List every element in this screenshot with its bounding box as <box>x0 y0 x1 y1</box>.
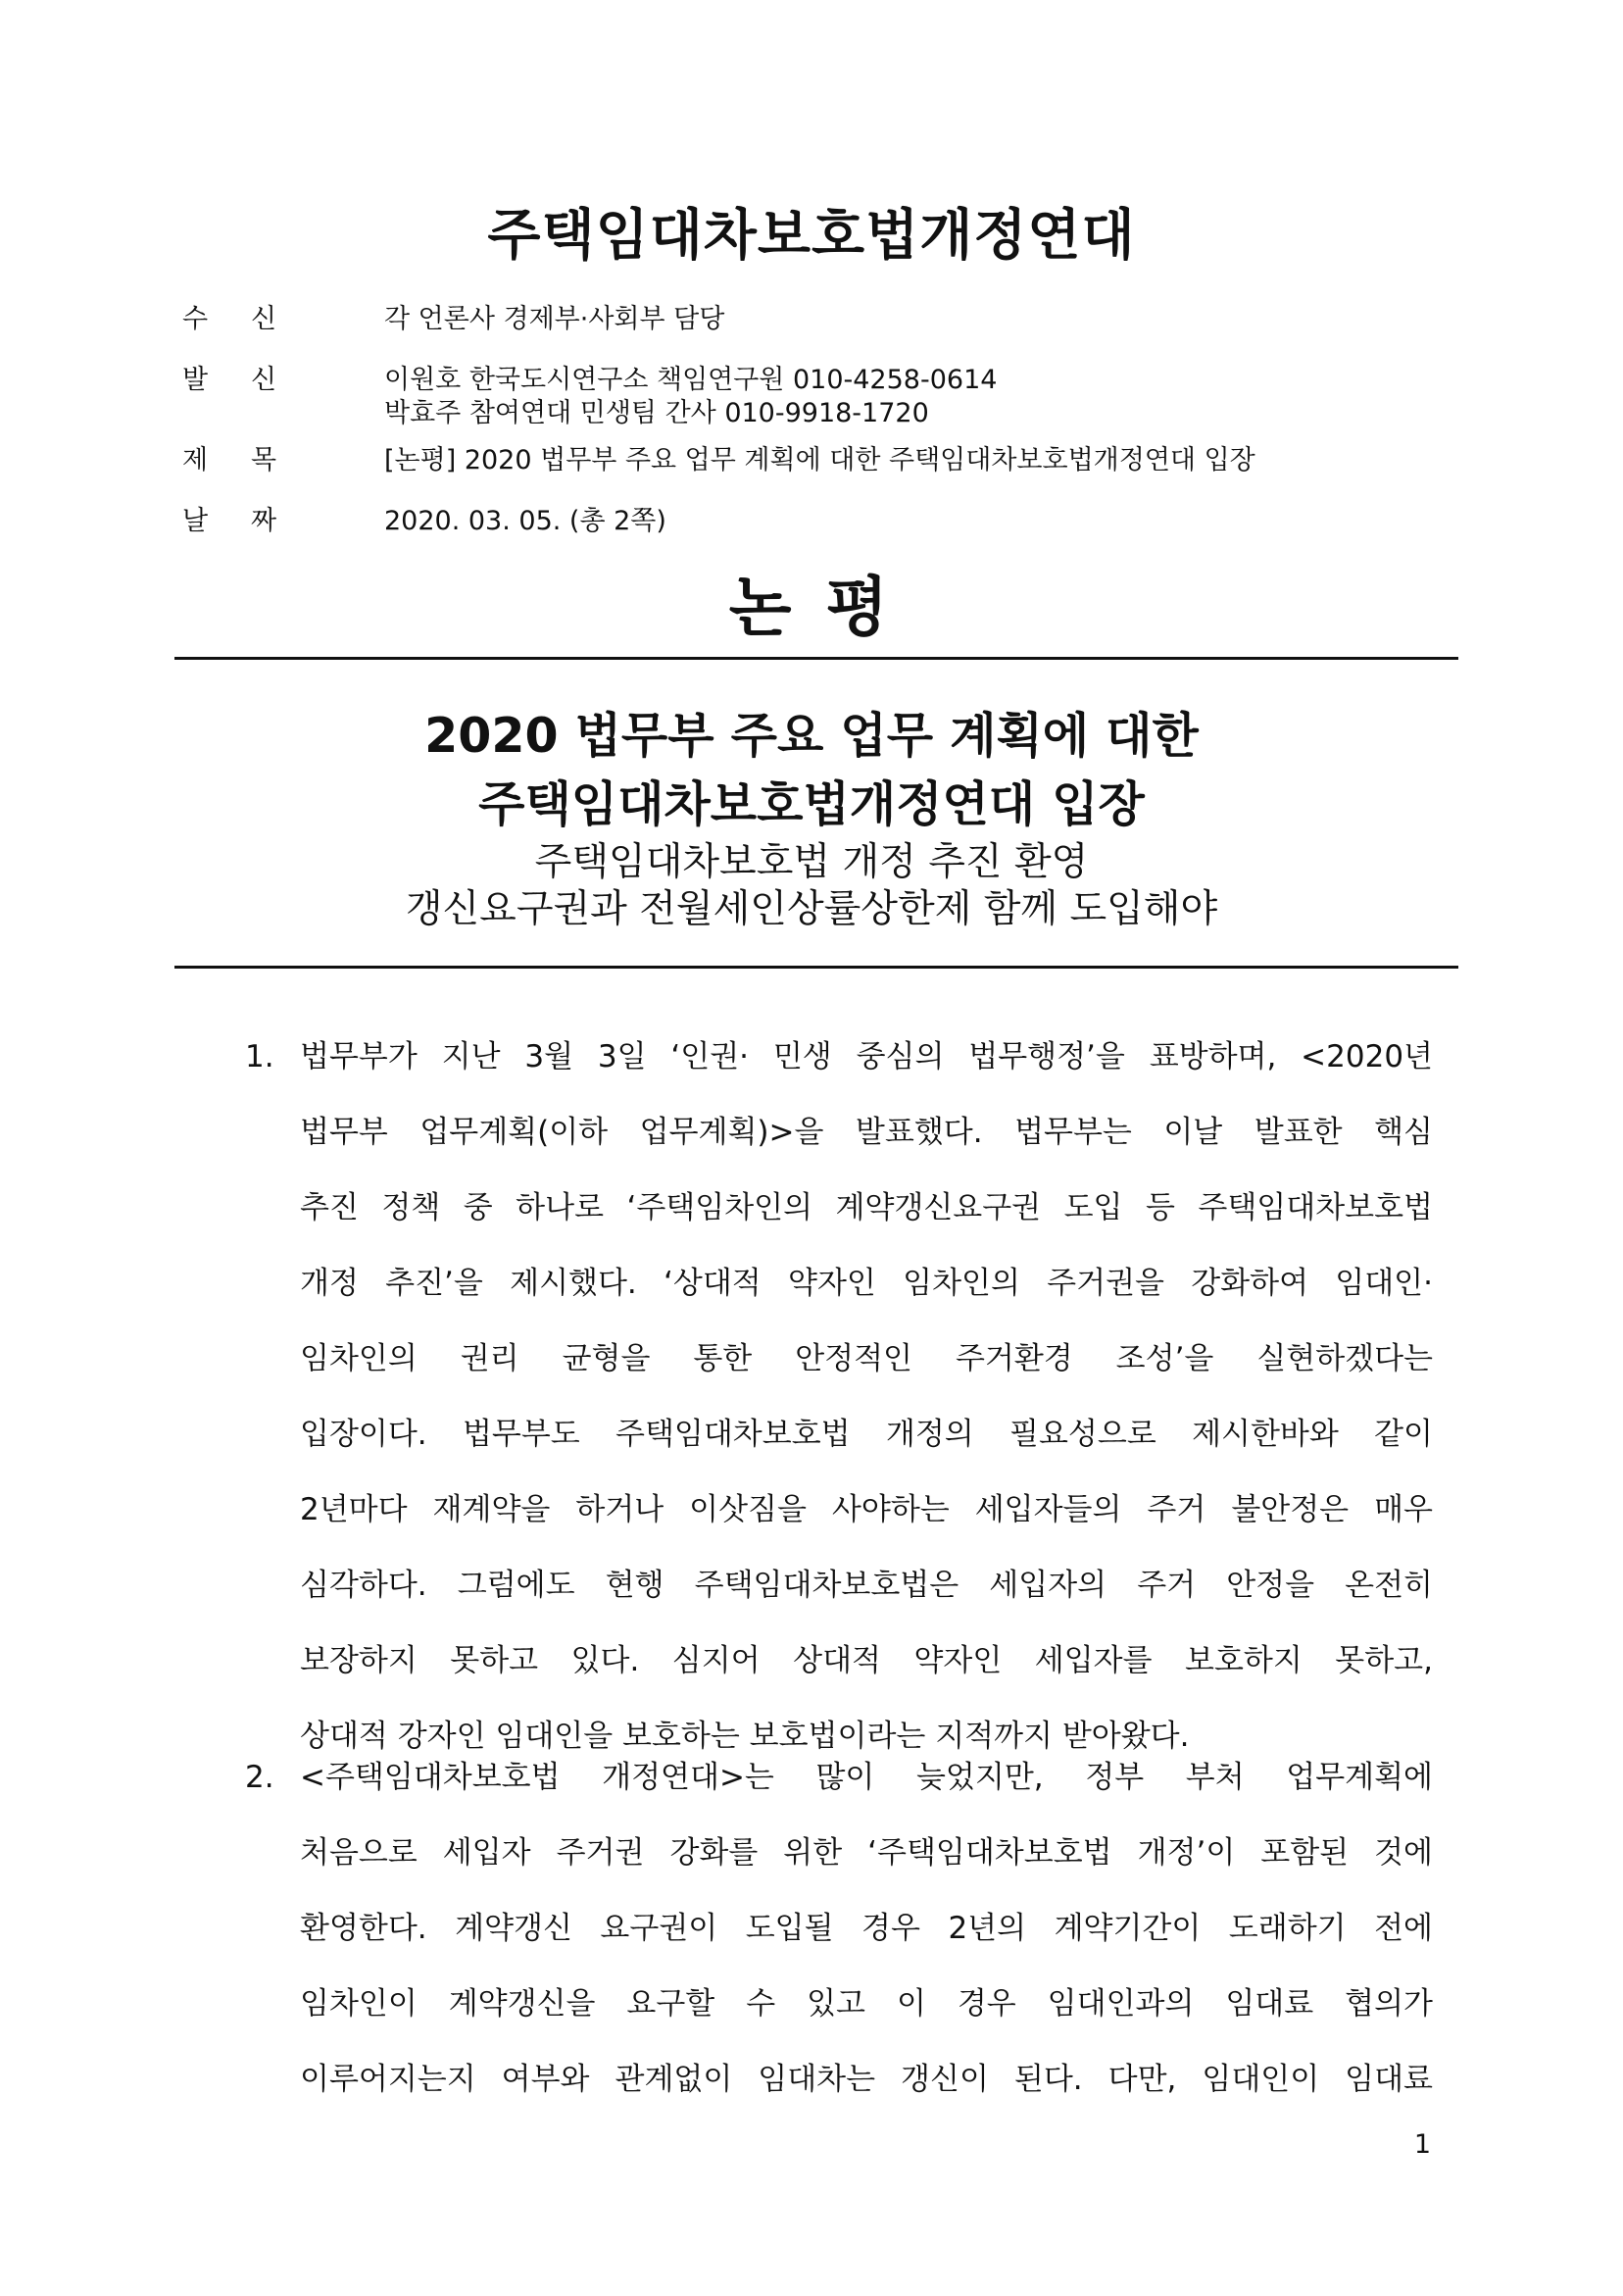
label-char: 짜 <box>251 506 277 536</box>
paragraph-line: 임차인이 계약갱신을 요구할 수 있고 이 경우 임대인과의 임대료 협의가 <box>300 1986 1433 2021</box>
paragraph-line: 입장이다. 법무부도 주택임대차보호법 개정의 필요성으로 제시한바와 같이 <box>300 1417 1433 1452</box>
page-number: 1 <box>1413 2129 1431 2160</box>
paragraph-line: 보장하지 못하고 있다. 심지어 상대적 약자인 세입자를 보호하지 못하고, <box>300 1643 1433 1678</box>
paragraph-line: 처음으로 세입자 주거권 강화를 위한 ‘주택임대차보호법 개정’이 포함된 것에 <box>300 1835 1433 1871</box>
document-kind-title: 논 평 <box>728 570 895 645</box>
label-char: 날 <box>182 506 209 536</box>
meta-value-recipient: 각 언론사 경제부·사회부 담당 <box>384 304 725 334</box>
meta-value-sender-1: 이원호 한국도시연구소 책임연구원 010-4258-0614 <box>384 365 998 395</box>
headline-line-2: 주택임대차보호법개정연대 입장 <box>478 776 1145 832</box>
paragraph-line: 상대적 강자인 임대인을 보호하는 보호법이라는 지적까지 받아왔다. <box>300 1719 1190 1754</box>
divider-bottom <box>174 966 1458 969</box>
paragraph-line: 법무부가 지난 3월 3일 ‘인권· 민생 중심의 법무행정’을 표방하며, <2020년 <box>300 1039 1433 1074</box>
headline-line-1: 2020 법무부 주요 업무 계획에 대한 <box>424 708 1199 764</box>
subheadline-line-2: 갱신요구권과 전월세인상률상한제 함께 도입해야 <box>405 887 1218 931</box>
meta-value-sender-2: 박효주 참여연대 민생팀 간사 010-9918-1720 <box>384 398 929 428</box>
paragraph-line: 심각하다. 그럼에도 현행 주택임대차보호법은 세입자의 주거 안정을 온전히 <box>300 1568 1433 1603</box>
paragraph-line: 환영한다. 계약갱신 요구권이 도입될 경우 2년의 계약기간이 도래하기 전에 <box>300 1911 1433 1946</box>
org-title: 주택임대차보호법개정연대 <box>487 204 1136 268</box>
paragraph-number: 2. <box>245 1760 274 1795</box>
meta-value-date: 2020. 03. 05. (총 2쪽) <box>384 506 666 536</box>
paragraph-line: 법무부 업무계획(이하 업무계획)>을 발표했다. 법무부는 이날 발표한 핵심 <box>300 1115 1433 1150</box>
label-char: 제 <box>182 445 209 475</box>
divider-top <box>174 657 1458 660</box>
paragraph-line: 2년마다 재계약을 하거나 이삿짐을 사야하는 세입자들의 주거 불안정은 매우 <box>300 1492 1433 1527</box>
paragraph-number: 1. <box>245 1039 274 1074</box>
paragraph-line: 추진 정책 중 하나로 ‘주택임차인의 계약갱신요구권 도입 등 주택임대차보호법 <box>300 1190 1433 1225</box>
paragraph-line: 개정 추진’을 제시했다. ‘상대적 약자인 임차인의 주거권을 강화하여 임대인· <box>300 1266 1433 1301</box>
label-char: 발 <box>182 365 209 395</box>
paragraph-line: <주택임대차보호법 개정연대>는 많이 늦었지만, 정부 부처 업무계획에 <box>300 1760 1433 1795</box>
subheadline-line-1: 주택임대차보호법 개정 추진 환영 <box>534 840 1089 884</box>
meta-value-subject: [논평] 2020 법무부 주요 업무 계획에 대한 주택임대차보호법개정연대 입장 <box>384 445 1255 475</box>
label-char: 수 <box>182 304 209 334</box>
label-char: 목 <box>251 445 277 475</box>
paragraph-line: 임차인의 권리 균형을 통한 안정적인 주거환경 조성’을 실현하겠다는 <box>300 1341 1433 1376</box>
paragraph-line: 이루어지는지 여부와 관계없이 임대차는 갱신이 된다. 다만, 임대인이 임대료 <box>300 2062 1433 2097</box>
label-char: 신 <box>251 304 277 334</box>
label-char: 신 <box>251 365 277 395</box>
